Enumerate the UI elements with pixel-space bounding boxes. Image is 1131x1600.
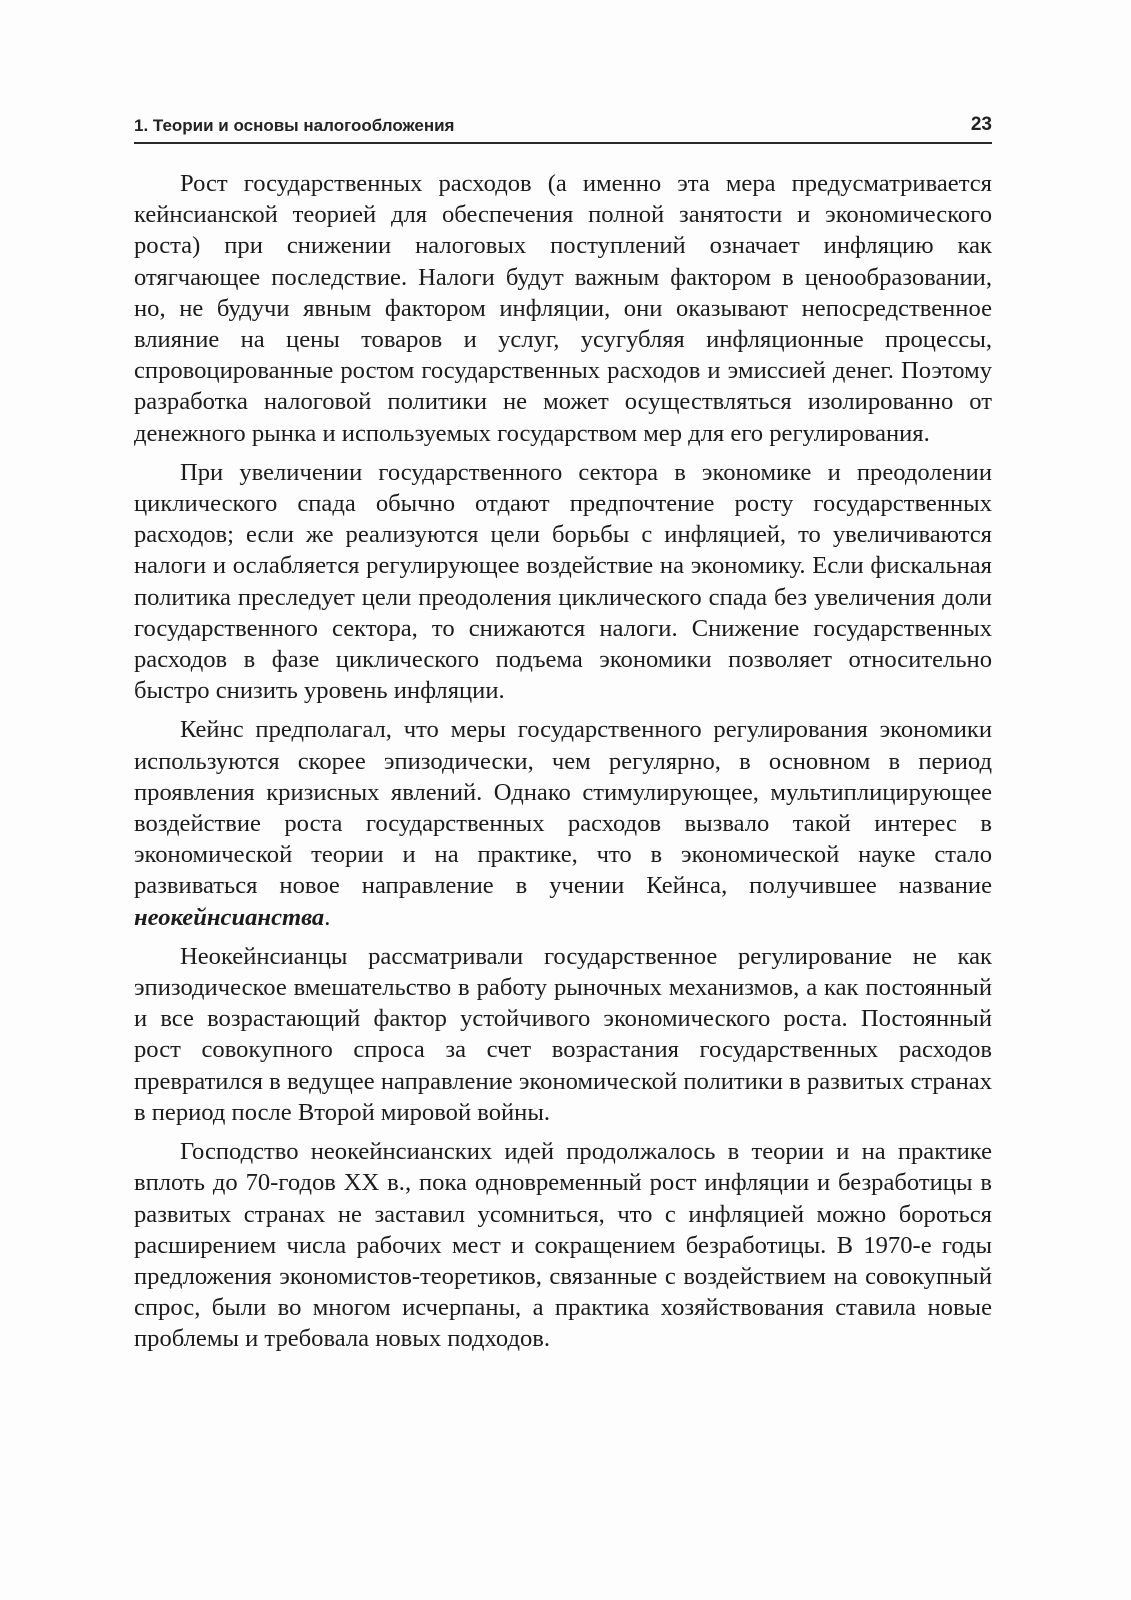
- paragraph-3: [134, 714, 992, 932]
- paragraph-3-end: .: [324, 903, 331, 931]
- paragraph-2: При увеличении государственного сектора в экономике и преодолении циклического спада обычно отдают предпочтение росту государственных расходов; если же реализуются цели борьбы с инфляцией, то увеличиваются налоги и ослабляется регулирующее воздействие на экономику. Если фискальная политика преследует цели преодоления циклического спада без увеличения доли государственного сектора, то снижаются налоги. Снижение государственных расходов в фазе циклического подъема экономики позволяет относительно быстро снизить уровень инфляции.: [134, 458, 992, 705]
- page-number: 23: [970, 114, 992, 135]
- paragraph-1: Рост государственных расходов (а именно эта мера предусматривается кейнсианской теорией для обеспечения полной занятости и экономического роста) при снижении налоговых поступлений означает инфляцию как отягчающее последствие. Налоги будут важным фактором в ценообразовании, но, не будучи явным фактором инфляции, они оказывают непосредственное влияние на цены товаров и услуг, усугубляя инфляционные процессы, спровоцированные ростом государственных расходов и эмиссией денег. Поэтому разработка налоговой политики не может осуществляться изолированно от денежного рынка и используемых государством мер для его регулирования.: [134, 170, 992, 447]
- paragraph-4: Неокейнсианцы рассматривали государственное регулирование не как эпизодическое вмешательство в работу рыночных механизмов, а как постоянный и все возрастающий фактор устойчивого экономического роста. Постоянный рост совокупного спроса за счет возрастания государственных расходов превратился в ведущее направление экономической политики в развитых странах в период после Второй мировой войны.: [134, 942, 992, 1126]
- body-text: [134, 168, 992, 1355]
- section-title: 1. Теории и основы налогообложения: [134, 116, 455, 135]
- paragraph-5: Господство неокейнсианских идей продолжалось в теории и на практике вплоть до 70-годов XX в., пока одновременный рост инфляции и безработицы в развитых странах не заставил усомниться, что с инфляцией можно бороться расширением числа рабочих мест и сокращением безработицы. В 1970-е годы предложения экономистов-теоретиков, связанные с воздействием на совокупный спрос, были во многом исчерпаны, а практика хозяйствования ставила новые проблемы и требовала новых подходов.: [134, 1138, 992, 1353]
- running-header: [134, 114, 992, 144]
- emphasized-term: неокейнсианства: [134, 903, 325, 931]
- paragraph-3-text: Кейнс предполагал, что меры государственного регулирования экономики используются скорее эпизодически, чем регулярно, в основном в период проявления кризисных явлений. Однако стимулирующее, мультиплицирующее воздействие роста государственных расходов вызвало такой интерес в экономической теории и на практике, что в экономической науке стало развиваться новое направление в учении Кейнса, получившее название: [134, 716, 992, 900]
